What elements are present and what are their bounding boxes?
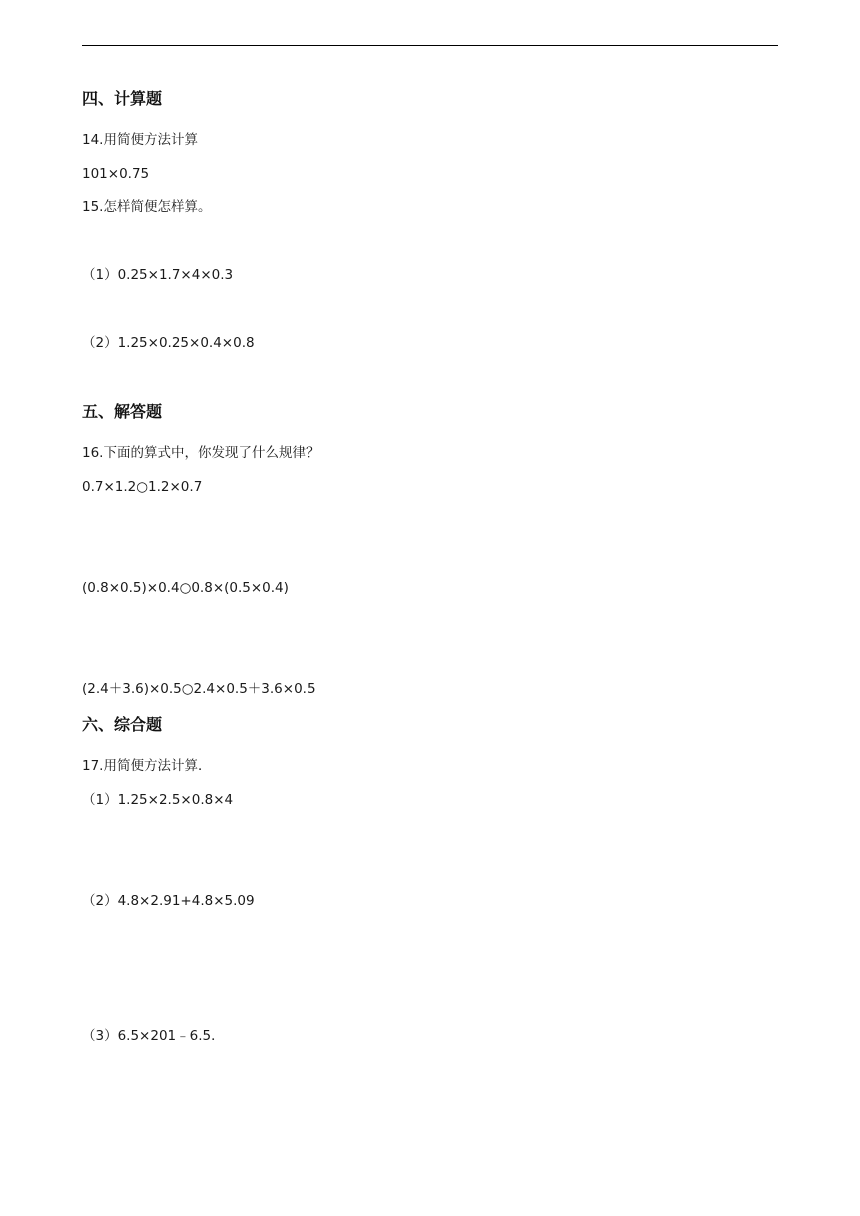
question-17-part-3: （3）6.5×201﹣6.5． xyxy=(82,1028,225,1044)
question-17-part-1: （1）1.25×2.5×0.8×4 xyxy=(82,792,234,808)
section-heading-answer: 五、解答题 xyxy=(82,402,163,421)
question-17-prompt: 17.用简便方法计算． xyxy=(82,758,212,774)
section-heading-calculation: 四、计算题 xyxy=(82,89,163,108)
question-15-prompt: 15.怎样简便怎样算。 xyxy=(82,199,212,215)
section-heading-comprehensive: 六、综合题 xyxy=(82,715,163,734)
question-15-part-2: （2）1.25×0.25×0.4×0.8 xyxy=(82,335,255,351)
question-15-part-1: （1）0.25×1.7×4×0.3 xyxy=(82,267,234,283)
question-16-expression-2: (0.8×0.5)×0.4○0.8×(0.5×0.4) xyxy=(82,580,289,596)
question-16-prompt: 16.下面的算式中，你发现了什么规律？ xyxy=(82,445,320,461)
question-16-expression-1: 0.7×1.2○1.2×0.7 xyxy=(82,479,203,495)
question-16-expression-3: (2.4＋3.6)×0.5○2.4×0.5＋3.6×0.5 xyxy=(82,681,316,697)
header-rule xyxy=(82,45,778,46)
question-14-prompt: 14.用简便方法计算 xyxy=(82,132,198,148)
question-14-expression: 101×0.75 xyxy=(82,166,150,182)
question-17-part-2: （2）4.8×2.91+4.8×5.09 xyxy=(82,893,255,909)
